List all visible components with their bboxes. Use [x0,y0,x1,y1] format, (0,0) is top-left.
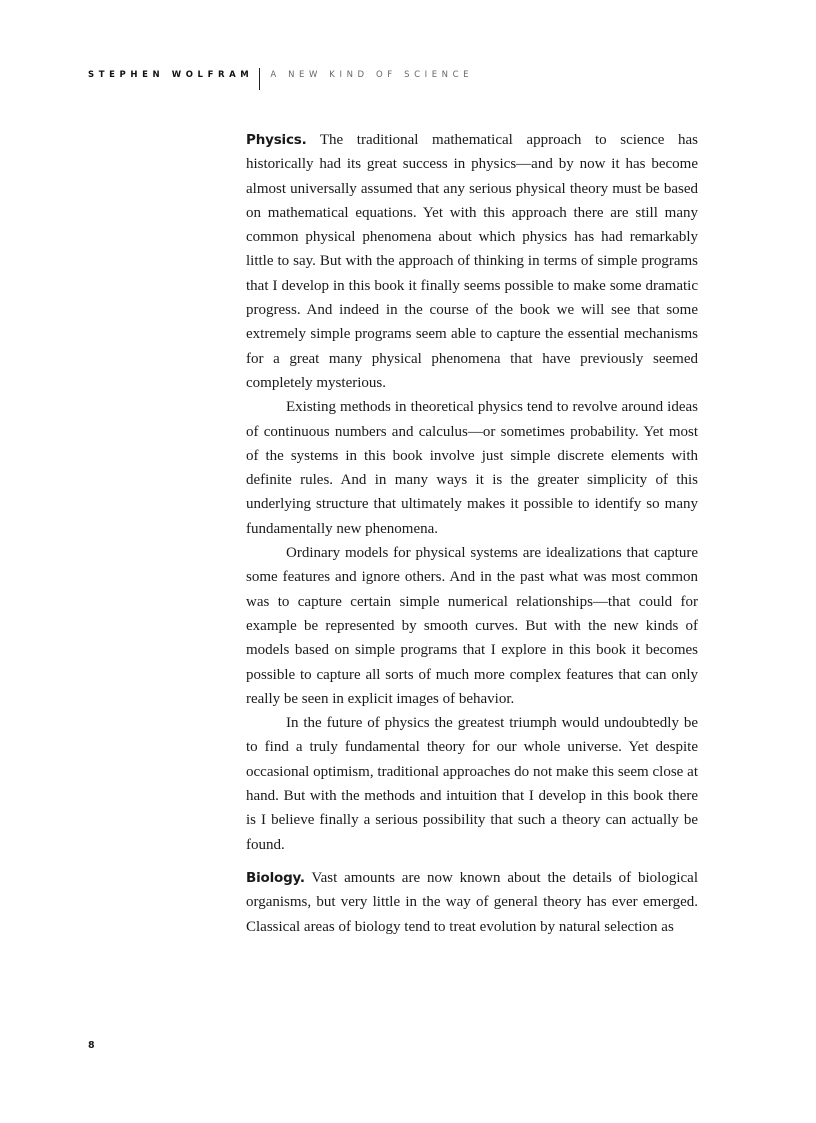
physics-paragraph-2: Existing methods in theoretical physics tend to revolve around ideas of continuous numbers and calculus—or sometimes probability. Yet most of the systems in this book involve just simple discrete elements with definite rules. And in many ways it is the greater simplicity of this underlying structure that ultimately makes it possible to identify so many fundamentally new phenomena. [246,399,698,537]
biology-paragraph-1 [246,866,698,939]
running-header [88,64,473,86]
biology-heading: Biology. [246,869,305,886]
header-book-title: A NEW KIND OF SCIENCE [270,70,474,80]
header-divider [259,68,260,90]
main-text-column [246,128,698,939]
physics-paragraph-4: In the future of physics the greatest triumph would undoubtedly be to find a truly fundamental theory for our whole universe. Yet despite occasional optimism, traditional approaches do not make this seem close at hand. But with the methods and intuition that I develop in this book there is I believe finally a serious possibility that such a theory can actually be found. [246,715,698,853]
physics-paragraph-3: Ordinary models for physical systems are idealizations that capture some features and ignore others. And in the past what was most common was to capture certain simple numerical relationships—that could for example be represented by smooth curves. But with the new kinds of models based on simple programs that I explore in this book it becomes possible to capture all sorts of much more complex features that can only really be seen in explicit images of behavior. [246,545,698,707]
header-author: STEPHEN WOLFRAM [88,70,254,80]
physics-paragraph-1-text: The traditional mathematical approach to science has historically had its great success in physics—and by now it has become almost universally assumed that any serious physical theory must be based on mathematical equations. Yet with this approach there are still many common physical phenomena about which physics has had remarkably little to say. But with the approach of thinking in terms of simple programs that I develop in this book it finally seems possible to make some dramatic progress. And indeed in the course of the book we will see that some extremely simple programs seem able to capture the essential mechanisms for a great many physical phenomena that have previously seemed completely mysterious. [246,132,698,391]
biology-paragraph-1-text: Vast amounts are now known about the details of biological organisms, but very little in the way of general theory has ever emerged. Classical areas of biology tend to treat evolution by natural selection as [246,869,698,935]
physics-heading: Physics. [246,132,307,148]
page-number: 8 [88,1040,95,1051]
physics-paragraph-1 [246,128,698,395]
